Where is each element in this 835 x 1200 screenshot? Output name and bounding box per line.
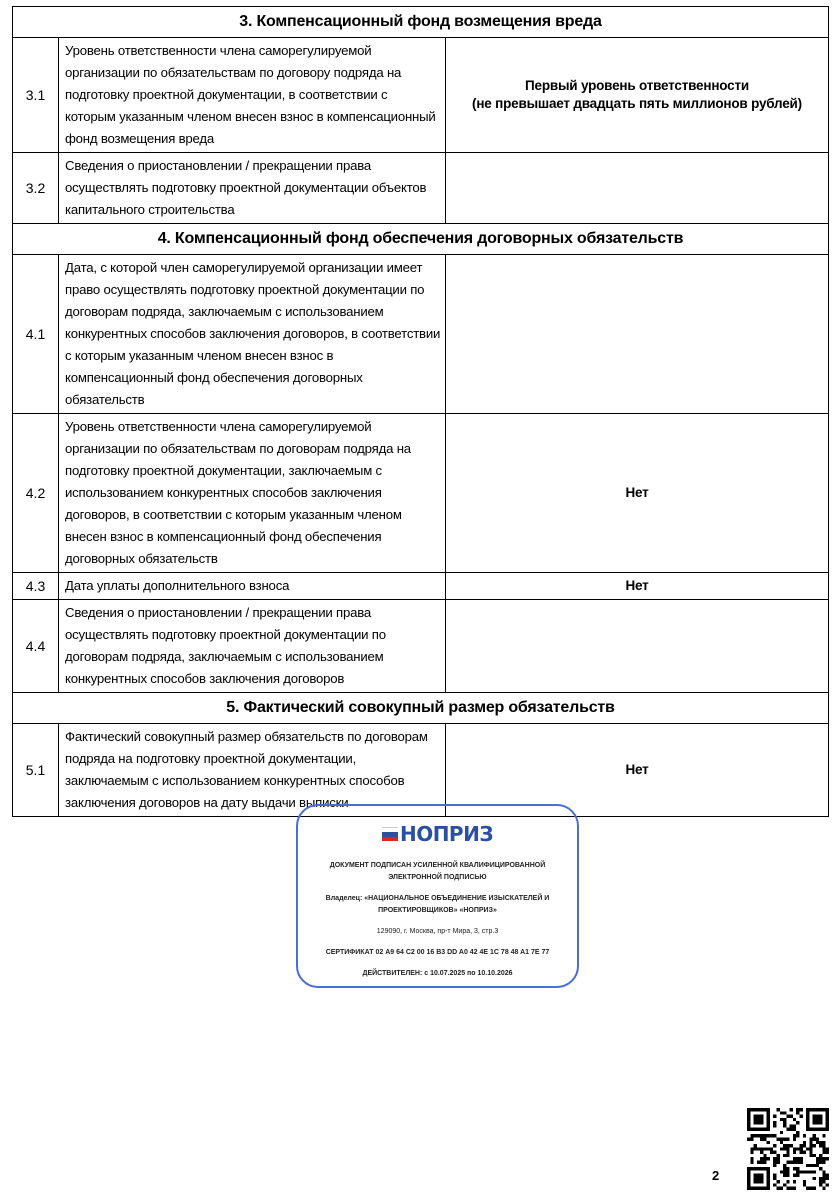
row-number: 4.2 [13, 414, 59, 573]
row-value: Нет [446, 414, 829, 573]
stamp-certificate: СЕРТИФИКАТ 02 A9 64 C2 00 16 B3 DD A0 42 4E 1C 78 48 A1 7E 77 [325, 949, 550, 956]
flag-icon [382, 827, 398, 841]
section-title: 3. Компенсационный фонд возмещения вреда [13, 7, 829, 38]
row-number: 3.1 [13, 38, 59, 153]
section-title: 4. Компенсационный фонд обеспечения договорных обязательств [13, 224, 829, 255]
row-description: Сведения о приостановлении / прекращении права осуществлять подготовку проектной документации по договорам подряда, заключаемым с использованием конкурентных способов заключения договоров [59, 600, 446, 693]
table-row [13, 573, 829, 600]
table-row [13, 153, 829, 224]
row-description: Дата уплаты дополнительного взноса [59, 573, 446, 600]
row-description: Фактический совокупный размер обязательств по договорам подряда на подготовку проектной документации, заключаемым с использованием конкурентных способов заключения договоров на дату выдачи выписки [59, 724, 446, 817]
nopriz-logo [298, 820, 577, 848]
stamp-owner: Владелец: «НАЦИОНАЛЬНОЕ ОБЪЕДИНЕНИЕ ИЗЫСКАТЕЛЕЙ И [325, 895, 550, 902]
row-value [446, 255, 829, 414]
table-row [13, 724, 829, 817]
stamp-line: ЭЛЕКТРОННОЙ ПОДПИСЬЮ [388, 874, 487, 881]
row-value [446, 600, 829, 693]
section-header [13, 224, 829, 255]
qr-code-icon [747, 1108, 829, 1190]
page-number: 2 [712, 1168, 720, 1183]
row-number: 5.1 [13, 724, 59, 817]
row-value [446, 38, 829, 153]
row-value-line: Первый уровень ответственности [525, 78, 749, 93]
logo-text: НОПРИЗ [399, 822, 494, 846]
table-row [13, 38, 829, 153]
table-row [13, 255, 829, 414]
row-value-line: (не превышает двадцать пять миллионов рублей) [472, 96, 802, 111]
stamp-valid: ДЕЙСТВИТЕЛЕН: с 10.07.2025 по 10.10.2026 [362, 970, 513, 977]
section-header [13, 7, 829, 38]
table-row [13, 414, 829, 573]
row-number: 4.4 [13, 600, 59, 693]
row-description: Сведения о приостановлении / прекращении права осуществлять подготовку проектной документации объектов капитального строительства [59, 153, 446, 224]
row-description: Уровень ответственности члена саморегулируемой организации по обязательствам по договору подряда на подготовку проектной документации, в соответствии с которым указанным членом внесен взнос в компенсационный фонд возмещения вреда [59, 38, 446, 153]
stamp-line: ДОКУМЕНТ ПОДПИСАН УСИЛЕННОЙ КВАЛИФИЦИРОВАННОЙ [329, 862, 546, 869]
row-number: 4.1 [13, 255, 59, 414]
row-description: Уровень ответственности члена саморегулируемой организации по обязательствам по договорам подряда на подготовку проектной документации, заключаемым с использованием конкурентных способов заключения договоров, в соответствии с которым указанным членом внесен взнос в компенсационный фонд обеспечения договорных обязательств [59, 414, 446, 573]
table-row [13, 600, 829, 693]
section-header [13, 693, 829, 724]
row-number: 4.3 [13, 573, 59, 600]
stamp-owner: ПРОЕКТИРОВЩИКОВ» «НОПРИЗ» [378, 907, 497, 914]
stamp-address: 129090, г. Москва, пр-т Мира, 3, стр.3 [376, 928, 499, 935]
row-number: 3.2 [13, 153, 59, 224]
row-description: Дата, с которой член саморегулируемой организации имеет право осуществлять подготовку проектной документации по договорам подряда, заключаемым с использованием конкурентных способов заключения договоров, в соответствии с которым указанным членом внесен взнос в компенсационный фонд обеспечения договорных обязательств [59, 255, 446, 414]
registry-table [12, 6, 829, 817]
row-value: Нет [446, 724, 829, 817]
e-signature-stamp [296, 804, 579, 988]
row-value: Нет [446, 573, 829, 600]
section-title: 5. Фактический совокупный размер обязательств [13, 693, 829, 724]
row-value [446, 153, 829, 224]
